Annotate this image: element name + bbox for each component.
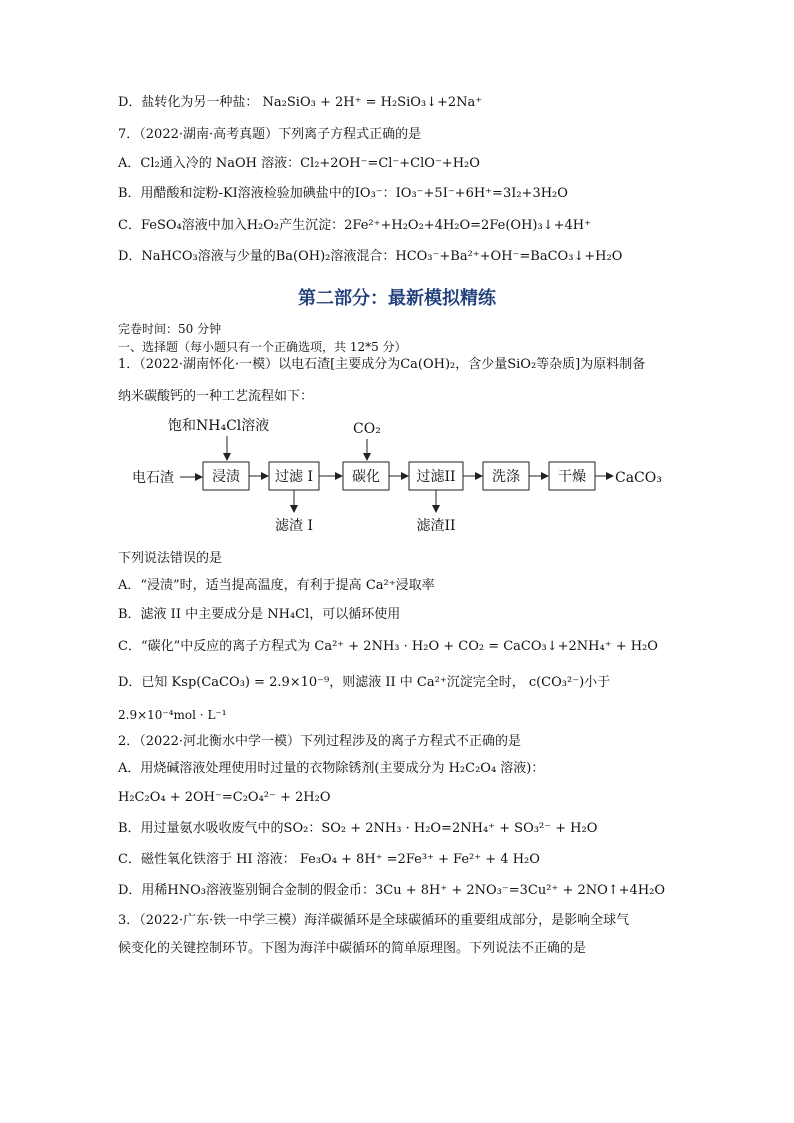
q1-question: 下列说法错误的是 [118,551,223,566]
box-filter1-label: 过滤 I [275,469,313,485]
flow-residue1: 滤渣 I [275,518,313,534]
flow-reagent1: 饱和NH₄Cl溶液 [168,418,270,434]
q7-option-c: C．FeSO₄溶液中加入H₂O₂产生沉淀：2Fe²⁺+H₂O₂+4H₂O=2Fe(OH)₃↓+4H⁺ [118,218,591,233]
q1-stem-line1: 1．（2022·湖南怀化·一模）以电石渣[主要成分为Ca(OH)₂，含少量SiO₂等杂质]为原料制备 [118,357,646,372]
q2-option-a-line1: A．用烧碱溶液处理使用时过量的衣物除锈剂(主要成分为 H₂C₂O₄ 溶液)： [118,761,545,776]
q1-stem-line2: 纳米碳酸钙的一种工艺流程如下： [118,389,314,404]
box-dry-label: 干燥 [558,469,586,485]
q3-stem-line1: 3．（2022·广东·铁一中学三模）海洋碳循环是全球碳循环的重要组成部分，是影响全球气 [118,913,630,928]
q1-option-a: A．“浸渍”时，适当提高温度，有利于提高 Ca²⁺浸取率 [118,578,435,593]
q1-option-d-line2: 2.9×10⁻⁴mol · L⁻¹ [118,708,227,722]
q7-option-b: B．用醋酸和淀粉-KI溶液检验加碘盐中的IO₃⁻：IO₃⁻+5I⁻+6H⁺=3I₂+3H₂O [118,186,568,201]
section-heading: 一、选择题（每小题只有一个正确选项，共 12*5 分） [118,340,407,354]
q7-stem: 7．（2022·湖南·高考真题）下列离子方程式正确的是 [118,127,422,142]
q7-option-a: A．Cl₂通入冷的 NaOH 溶液：Cl₂+2OH⁻=Cl⁻+ClO⁻+H₂O [118,156,480,171]
q2-stem: 2．（2022·河北衡水中学一模）下列过程涉及的离子方程式不正确的是 [118,734,521,749]
flow-output: CaCO₃ [615,470,662,486]
box-soak-label: 浸渍 [212,469,240,485]
q1-option-b: B．滤液 II 中主要成分是 NH₄Cl，可以循环使用 [118,607,401,622]
process-flow-diagram [120,410,680,540]
q1-option-d-line1: D．已知 Ksp(CaCO₃) = 2.9×10⁻⁹，则滤液 II 中 Ca²⁺沉淀完全时， c(CO₃²⁻)小于 [118,675,611,690]
part2-title: 第二部分：最新模拟精练 [298,288,496,309]
exam-time: 完卷时间：50 分钟 [118,322,222,336]
q2-option-d: D．用稀HNO₃溶液鉴别铜合金制的假金币：3Cu + 8H⁺ + 2NO₃⁻=3Cu²⁺ + 2NO↑+4H₂O [118,883,666,898]
flow-input: 电石渣 [132,470,174,486]
q2-option-b: B．用过量氨水吸收废气中的SO₂：SO₂ + 2NH₃ · H₂O=2NH₄⁺ + SO₃²⁻ + H₂O [118,821,598,836]
q2-option-c: C．磁性氧化铁溶于 HI 溶液： Fe₃O₄ + 8H⁺ =2Fe³⁺ + Fe²⁺ + 4 H₂O [118,852,540,867]
q7-option-d: D．NaHCO₃溶液与少量的Ba(OH)₂溶液混合：HCO₃⁻+Ba²⁺+OH⁻=BaCO₃↓+H₂O [118,249,623,264]
box-wash-label: 洗涤 [492,469,520,485]
box-carbonize-label: 碳化 [352,469,380,485]
flow-reagent2: CO₂ [353,421,381,437]
flow-residue2: 滤渣II [416,518,456,534]
q1-option-c: C．“碳化”中反应的离子方程式为 Ca²⁺ + 2NH₃ · H₂O + CO₂ = CaCO₃↓+2NH₄⁺ + H₂O [118,639,658,654]
box-filter2-label: 过滤II [416,469,456,485]
q2-option-a-line2: H₂C₂O₄ + 2OH⁻=C₂O₄²⁻ + 2H₂O [118,790,331,805]
prev-option-d: D．盐转化为另一种盐： Na₂SiO₃ + 2H⁺ = H₂SiO₃↓+2Na⁺ [118,95,483,110]
q3-stem-line2: 候变化的关键控制环节。下图为海洋中碳循环的简单原理图。下列说法不正确的是 [118,941,587,956]
